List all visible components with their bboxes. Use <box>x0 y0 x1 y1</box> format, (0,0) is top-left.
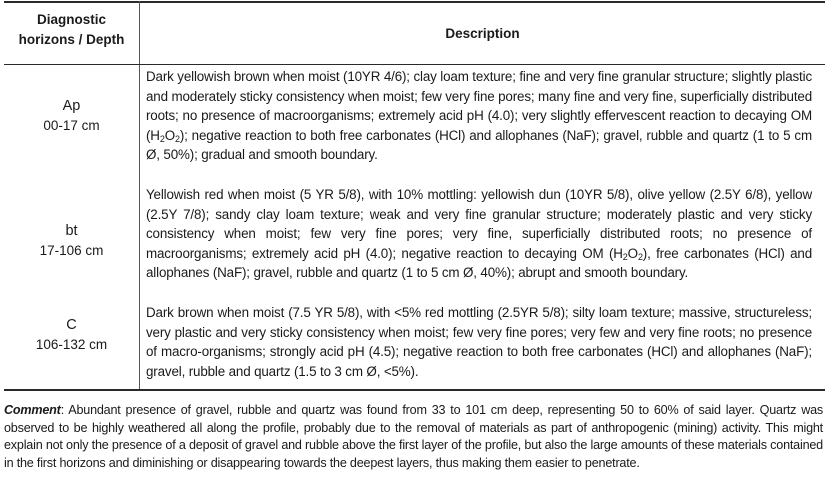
header-col1-line1: Diagnostic <box>36 12 106 27</box>
subscript: 2 <box>622 251 628 262</box>
horizon-name: C <box>66 317 77 333</box>
table-bottom-rule <box>4 389 825 391</box>
desc-text: ), free carbonates (HCl) and allophanes (NaF); gravel, rubble and quartz (1 to 5 cm Ø, 40%); abrupt and smooth boundary. <box>146 245 812 281</box>
table-comment <box>4 402 823 472</box>
horizon-bt-description <box>146 185 812 283</box>
subscript: 2 <box>174 133 180 144</box>
desc-text: Dark yellowish brown when moist (10YR 4/6); clay loam texture; fine and very fine granular structure; slightly plastic and moderately sticky consistency when moist; few very fine pores; many fine and very fine, superficially distributed roots; no presence of macroorganisms; extremely acid pH (4.0); very slightly effervescent reaction to decaying OM (H <box>146 69 812 143</box>
comment-text: : Abundant presence of gravel, rubble and quartz was found from 33 to 101 cm deep, representing 50 to 60% of said layer. Quartz was observed to be highly weathered all along the profile, probably due to the removal of materials as part of anthropogenic (mining) activity. This might explain not only the presence of a deposit of gravel and rubble above the first layer of the profile, but also the large amounts of these materials contained in the first horizons and diminishing or disappearing towards the deepest layers, thus making them easier to penetrate. <box>4 403 823 470</box>
header-description: Description <box>445 26 520 41</box>
horizon-c-description: Dark brown when moist (7.5 YR 5/8), with <5% red mottling (2.5YR 5/8); silty loam texture; massive, structureless; very plastic and very sticky consistency when moist; few very fine pores; very few and very fine roots; no presence of macro-organisms; strongly acid pH (4.5); negative reaction to both free carbonates (HCl) and allophanes (NaF); gravel, rubble and quartz (1.5 to 3 cm Ø, <5%). <box>146 305 812 379</box>
horizon-bt-cell <box>4 221 139 261</box>
desc-text: O <box>627 245 638 261</box>
horizon-c-cell <box>4 315 139 355</box>
horizon-name: bt <box>65 223 78 239</box>
header-rule <box>4 64 825 65</box>
header-col1-line2: horizons / Depth <box>18 32 125 47</box>
header-diagnostic-horizons <box>4 10 139 50</box>
desc-text: O <box>164 127 175 143</box>
horizon-ap-description <box>146 67 812 165</box>
horizon-depth: 17-106 cm <box>39 243 104 258</box>
subscript: 2 <box>637 251 643 262</box>
desc-text: Yellowish red when moist (5 YR 5/8), with 10% mottling: yellowish dun (10YR 5/8), olive yellow (2.5Y 6/8), yellow (2.5Y 7/8); sandy clay loam texture; weak and very fine granular structure; moderately plastic and very sticky consistency when moist; few very fine pores; very fine, superficially distributed roots; no presence of macroorganisms; extremely acid pH (4.0); negative reaction to decaying OM (H <box>146 187 812 261</box>
subscript: 2 <box>159 133 165 144</box>
horizon-ap-cell <box>4 96 139 136</box>
horizon-name: Ap <box>62 98 81 114</box>
table-top-rule <box>4 1 825 3</box>
horizon-depth: 106-132 cm <box>35 337 108 352</box>
desc-text: ); negative reaction to both free carbonates (HCl) and allophanes (NaF); gravel, rubble and quartz (1 to 5 cm Ø, 50%); gradual and smooth boundary. <box>146 127 812 163</box>
horizon-depth: 00-17 cm <box>43 118 100 133</box>
column-divider <box>139 1 140 390</box>
comment-label: Comment <box>4 403 61 417</box>
